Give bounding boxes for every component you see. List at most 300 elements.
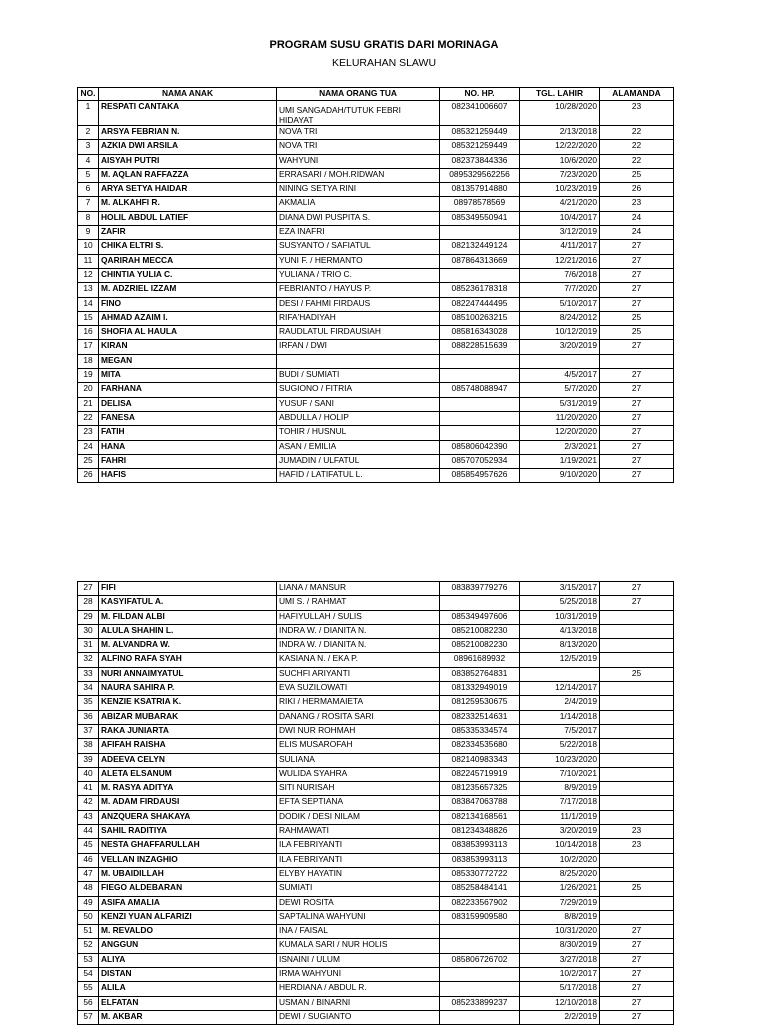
cell-tgl-lahir: 9/10/2020 [520,469,600,483]
cell-no: 12 [78,268,99,282]
cell-no-hp: 085321259449 [440,126,520,140]
cell-nama-orang-tua: KASIANA N. / EKA P. [277,653,440,667]
table-header-row [78,88,674,101]
cell-tgl-lahir: 5/17/2018 [520,982,600,996]
cell-nama-orang-tua: DIANA DWI PUSPITA S. [277,211,440,225]
cell-tgl-lahir: 7/7/2020 [520,283,600,297]
table-row [78,953,674,967]
document-subtitle: KELURAHAN SLAWU [331,57,437,69]
cell-no: 15 [78,311,99,325]
cell-alamanda [600,810,674,824]
cell-alamanda: 27 [600,283,674,297]
cell-tgl-lahir: 10/4/2017 [520,211,600,225]
cell-no: 57 [78,1010,99,1024]
cell-alamanda [600,782,674,796]
cell-no-hp: 087864313669 [440,254,520,268]
cell-no-hp [440,397,520,411]
cell-nama-orang-tua: HAFID / LATIFATUL L. [277,469,440,483]
cell-no-hp: 085806042390 [440,440,520,454]
table-row [78,454,674,468]
cell-alamanda: 27 [600,596,674,610]
cell-nama-anak: ALULA SHAHIN L. [99,624,277,638]
table-row [78,354,674,368]
header-no: NO. [78,88,99,101]
cell-nama-anak: AISYAH PUTRI [99,154,277,168]
cell-no: 28 [78,596,99,610]
cell-no-hp: 0895329562256 [440,168,520,182]
cell-no: 27 [78,582,99,596]
cell-nama-anak: KIRAN [99,340,277,354]
cell-nama-anak: ANZQUERA SHAKAYA [99,810,277,824]
table-row [78,383,674,397]
cell-no-hp [440,982,520,996]
cell-nama-orang-tua: DESI / FAHMI FIRDAUS [277,297,440,311]
cell-nama-orang-tua: EVA SUZILOWATI [277,682,440,696]
cell-nama-anak: RESPATI CANTAKA [99,101,277,126]
cell-tgl-lahir: 10/6/2020 [520,154,600,168]
cell-nama-anak: KENZIE KSATRIA K. [99,696,277,710]
cell-tgl-lahir: 5/10/2017 [520,297,600,311]
cell-alamanda [600,624,674,638]
cell-tgl-lahir: 5/31/2019 [520,397,600,411]
cell-no: 55 [78,982,99,996]
cell-no: 18 [78,354,99,368]
cell-no-hp [440,226,520,240]
cell-no: 44 [78,825,99,839]
cell-nama-anak: M. FILDAN ALBI [99,610,277,624]
cell-nama-orang-tua: INA / FAISAL [277,925,440,939]
table-row [78,596,674,610]
cell-no-hp: 085210082230 [440,624,520,638]
cell-no: 1 [78,101,99,126]
table-row [78,326,674,340]
cell-no-hp: 085321259449 [440,140,520,154]
cell-tgl-lahir: 12/14/2017 [520,682,600,696]
cell-no: 49 [78,896,99,910]
cell-nama-orang-tua: INDRA W. / DIANITA N. [277,639,440,653]
cell-alamanda [600,354,674,368]
cell-nama-anak: NURI ANNAIMYATUL [99,667,277,681]
cell-no: 47 [78,867,99,881]
cell-alamanda: 27 [600,982,674,996]
cell-tgl-lahir: 7/6/2018 [520,268,600,282]
cell-no: 25 [78,454,99,468]
cell-nama-anak: DELISA [99,397,277,411]
cell-nama-anak: FINO [99,297,277,311]
cell-nama-orang-tua: WULIDA SYAHRA [277,767,440,781]
table-row [78,140,674,154]
cell-tgl-lahir: 8/25/2020 [520,867,600,881]
cell-nama-anak: FARHANA [99,383,277,397]
cell-no-hp [440,411,520,425]
cell-alamanda [600,639,674,653]
table-row [78,696,674,710]
cell-tgl-lahir: 10/23/2019 [520,183,600,197]
cell-no: 54 [78,968,99,982]
cell-nama-orang-tua: YUNI F. / HERMANTO [277,254,440,268]
table-row [78,710,674,724]
cell-alamanda [600,710,674,724]
cell-no: 37 [78,724,99,738]
cell-nama-orang-tua: NOVA TRI [277,126,440,140]
cell-no: 21 [78,397,99,411]
cell-tgl-lahir: 10/2/2020 [520,853,600,867]
cell-tgl-lahir: 8/24/2012 [520,311,600,325]
cell-alamanda: 27 [600,953,674,967]
cell-nama-anak: CHINTIA YULIA C. [99,268,277,282]
table-row [78,369,674,383]
cell-nama-orang-tua: ISNAINI / ULUM [277,953,440,967]
cell-nama-anak: VELLAN INZAGHIO [99,853,277,867]
cell-tgl-lahir: 1/14/2018 [520,710,600,724]
cell-nama-anak: SHOFIA AL HAULA [99,326,277,340]
cell-nama-orang-tua: RAHMAWATI [277,825,440,839]
cell-alamanda: 27 [600,469,674,483]
cell-alamanda [600,610,674,624]
cell-no: 16 [78,326,99,340]
cell-nama-anak: M. UBAIDILLAH [99,867,277,881]
cell-nama-anak: M. ALVANDRA W. [99,639,277,653]
cell-tgl-lahir: 7/17/2018 [520,796,600,810]
table-row [78,853,674,867]
table-row [78,810,674,824]
cell-nama-orang-tua: INDRA W. / DIANITA N. [277,624,440,638]
cell-no-hp: 085100263215 [440,311,520,325]
cell-no: 39 [78,753,99,767]
cell-no: 41 [78,782,99,796]
cell-no-hp: 083159909580 [440,910,520,924]
cell-alamanda: 25 [600,882,674,896]
cell-no-hp: 082373844336 [440,154,520,168]
cell-tgl-lahir: 1/19/2021 [520,454,600,468]
cell-no-hp: 08978578569 [440,197,520,211]
table-row [78,767,674,781]
cell-nama-anak: AFIFAH RAISHA [99,739,277,753]
cell-no: 23 [78,426,99,440]
cell-alamanda [600,910,674,924]
cell-no-hp: 083839779276 [440,582,520,596]
table-row [78,240,674,254]
cell-nama-anak: SAHIL RADITIYA [99,825,277,839]
cell-nama-orang-tua: NOVA TRI [277,140,440,154]
cell-no-hp: 081234348826 [440,825,520,839]
cell-tgl-lahir: 3/20/2019 [520,340,600,354]
cell-tgl-lahir: 2/3/2021 [520,440,600,454]
cell-nama-orang-tua: UMI S. / RAHMAT [277,596,440,610]
cell-nama-orang-tua: RIFA'HADIYAH [277,311,440,325]
cell-no-hp: 085816343028 [440,326,520,340]
table-row [78,867,674,881]
cell-nama-anak: M. AQLAN RAFFAZZA [99,168,277,182]
cell-nama-orang-tua: SUCHFI ARIYANTI [277,667,440,681]
cell-alamanda: 27 [600,240,674,254]
cell-tgl-lahir: 10/12/2019 [520,326,600,340]
cell-nama-anak: FANESA [99,411,277,425]
cell-alamanda: 23 [600,101,674,126]
cell-nama-orang-tua: ERRASARI / MOH.RIDWAN [277,168,440,182]
cell-no: 32 [78,653,99,667]
cell-tgl-lahir: 3/20/2019 [520,825,600,839]
cell-nama-anak: FAHRI [99,454,277,468]
cell-nama-anak: M. RASYA ADITYA [99,782,277,796]
header-nama-orang-tua: NAMA ORANG TUA [277,88,440,101]
cell-no: 10 [78,240,99,254]
cell-tgl-lahir: 4/5/2017 [520,369,600,383]
cell-nama-orang-tua: YULIANA / TRIO C. [277,268,440,282]
cell-tgl-lahir: 5/22/2018 [520,739,600,753]
cell-no-hp [440,354,520,368]
cell-nama-anak: ALILA [99,982,277,996]
table-row [78,839,674,853]
cell-tgl-lahir: 4/13/2018 [520,624,600,638]
cell-nama-anak: ADEEVA CELYN [99,753,277,767]
header-no-hp: NO. HP. [440,88,520,101]
cell-alamanda: 25 [600,311,674,325]
cell-no: 35 [78,696,99,710]
cell-nama-orang-tua: SUGIONO / FITRIA [277,383,440,397]
cell-alamanda: 27 [600,369,674,383]
cell-no: 45 [78,839,99,853]
data-table-part-1 [77,87,674,483]
cell-tgl-lahir: 5/25/2018 [520,596,600,610]
cell-nama-anak: ALFINO RAFA SYAH [99,653,277,667]
table-row [78,724,674,738]
cell-no: 43 [78,810,99,824]
cell-nama-orang-tua: RAUDLATUL FIRDAUSIAH [277,326,440,340]
table-row [78,297,674,311]
cell-tgl-lahir: 10/23/2020 [520,753,600,767]
cell-alamanda [600,653,674,667]
cell-nama-anak: FATIH [99,426,277,440]
table-row [78,910,674,924]
cell-no-hp: 085854957626 [440,469,520,483]
cell-no: 34 [78,682,99,696]
cell-alamanda [600,753,674,767]
cell-nama-anak: ALIYA [99,953,277,967]
cell-no-hp: 085210082230 [440,639,520,653]
cell-no: 53 [78,953,99,967]
cell-nama-anak: ARSYA FEBRIAN N. [99,126,277,140]
cell-tgl-lahir: 3/15/2017 [520,582,600,596]
cell-nama-orang-tua: DEWI / SUGIANTO [277,1010,440,1024]
cell-no: 46 [78,853,99,867]
cell-nama-anak: M. ADZRIEL IZZAM [99,283,277,297]
cell-nama-orang-tua: SULIANA [277,753,440,767]
cell-no-hp: 085258484141 [440,882,520,896]
cell-no-hp: 081357914880 [440,183,520,197]
cell-no: 22 [78,411,99,425]
cell-tgl-lahir: 1/26/2021 [520,882,600,896]
cell-alamanda: 27 [600,297,674,311]
cell-alamanda: 27 [600,1010,674,1024]
cell-no-hp [440,268,520,282]
cell-nama-anak: ABIZAR MUBARAK [99,710,277,724]
table-row [78,939,674,953]
cell-no-hp: 085236178318 [440,283,520,297]
header-tgl-lahir: TGL. LAHIR [520,88,600,101]
cell-no-hp [440,369,520,383]
table-row [78,426,674,440]
cell-no-hp: 083853993113 [440,853,520,867]
table-row [78,982,674,996]
cell-no: 13 [78,283,99,297]
table-row [78,739,674,753]
cell-no-hp [440,596,520,610]
cell-nama-orang-tua: EZA INAFRI [277,226,440,240]
document-title: PROGRAM SUSU GRATIS DARI MORINAGA [269,39,499,51]
cell-no-hp: 085335334574 [440,724,520,738]
cell-alamanda: 27 [600,397,674,411]
cell-no-hp: 082332514631 [440,710,520,724]
cell-no-hp: 083853993113 [440,839,520,853]
cell-no: 11 [78,254,99,268]
cell-nama-anak: KASYIFATUL A. [99,596,277,610]
cell-alamanda: 25 [600,168,674,182]
table-row [78,582,674,596]
cell-tgl-lahir: 8/8/2019 [520,910,600,924]
table-row [78,682,674,696]
cell-alamanda: 22 [600,154,674,168]
table-row [78,268,674,282]
cell-no-hp: 085349497606 [440,610,520,624]
cell-no: 5 [78,168,99,182]
cell-alamanda: 27 [600,582,674,596]
cell-no-hp: 085233899237 [440,996,520,1010]
cell-no-hp: 082247444495 [440,297,520,311]
cell-nama-anak: ARYA SETYA HAIDAR [99,183,277,197]
cell-no-hp: 082233567902 [440,896,520,910]
cell-tgl-lahir: 8/30/2019 [520,939,600,953]
cell-nama-anak: M. ALKAHFI R. [99,197,277,211]
cell-no: 48 [78,882,99,896]
cell-no-hp: 083847063788 [440,796,520,810]
cell-alamanda: 27 [600,340,674,354]
cell-nama-orang-tua [277,354,440,368]
cell-alamanda: 27 [600,939,674,953]
cell-no: 24 [78,440,99,454]
cell-no-hp: 082341006607 [440,101,520,126]
cell-nama-orang-tua: ASAN / EMILIA [277,440,440,454]
cell-nama-orang-tua: BUDI / SUMIATI [277,369,440,383]
cell-nama-orang-tua: RIKI / HERMAMAIETA [277,696,440,710]
table-row [78,1010,674,1024]
cell-nama-orang-tua: DWI NUR ROHMAH [277,724,440,738]
table-row [78,283,674,297]
cell-nama-orang-tua: ABDULLA / HOLIP [277,411,440,425]
cell-nama-orang-tua: JUMADIN / ULFATUL [277,454,440,468]
cell-nama-orang-tua: EFTA SEPTIANA [277,796,440,810]
table-row [78,183,674,197]
cell-alamanda: 24 [600,211,674,225]
cell-alamanda: 27 [600,968,674,982]
cell-no-hp: 085707052934 [440,454,520,468]
cell-no: 56 [78,996,99,1010]
cell-no: 19 [78,369,99,383]
header-nama-anak: NAMA ANAK [99,88,277,101]
cell-no: 26 [78,469,99,483]
cell-tgl-lahir: 7/5/2017 [520,724,600,738]
cell-tgl-lahir: 2/4/2019 [520,696,600,710]
cell-nama-orang-tua: ILA FEBRIYANTI [277,839,440,853]
cell-nama-orang-tua: NINING SETYA RINI [277,183,440,197]
cell-nama-anak: HOLIL ABDUL LATIEF [99,211,277,225]
cell-tgl-lahir: 8/9/2019 [520,782,600,796]
cell-no: 3 [78,140,99,154]
cell-no: 14 [78,297,99,311]
cell-nama-orang-tua: ELYBY HAYATIN [277,867,440,881]
cell-nama-orang-tua: DODIK / DESI NILAM [277,810,440,824]
table-row [78,653,674,667]
cell-no: 2 [78,126,99,140]
cell-nama-orang-tua: DEWI ROSITA [277,896,440,910]
cell-no-hp: 085748088947 [440,383,520,397]
cell-alamanda: 26 [600,183,674,197]
cell-nama-orang-tua: IRFAN / DWI [277,340,440,354]
cell-nama-anak: CHIKA ELTRI S. [99,240,277,254]
data-table-part-2 [77,581,674,1025]
cell-no-hp: 085330772722 [440,867,520,881]
cell-alamanda [600,739,674,753]
cell-no-hp: 085349550941 [440,211,520,225]
table-row [78,639,674,653]
cell-nama-orang-tua: UMI SANGADAH/TUTUK FEBRI HIDAYAT [277,101,440,126]
cell-nama-anak: ZAFIR [99,226,277,240]
cell-alamanda [600,767,674,781]
cell-alamanda: 25 [600,667,674,681]
cell-alamanda [600,796,674,810]
table-row [78,211,674,225]
cell-tgl-lahir: 12/20/2020 [520,426,600,440]
cell-nama-anak: M. AKBAR [99,1010,277,1024]
cell-nama-anak: QARIRAH MECCA [99,254,277,268]
table-row [78,197,674,211]
cell-tgl-lahir: 5/7/2020 [520,383,600,397]
table-row [78,101,674,126]
table-row [78,469,674,483]
cell-nama-anak: ASIFA AMALIA [99,896,277,910]
cell-nama-anak: HAFIS [99,469,277,483]
cell-nama-orang-tua: YUSUF / SANI [277,397,440,411]
table-row [78,882,674,896]
cell-nama-orang-tua: AKMALIA [277,197,440,211]
cell-tgl-lahir: 3/27/2018 [520,953,600,967]
cell-tgl-lahir: 3/12/2019 [520,226,600,240]
table-row [78,825,674,839]
cell-no: 42 [78,796,99,810]
cell-no: 51 [78,925,99,939]
table-row [78,340,674,354]
cell-tgl-lahir: 2/13/2018 [520,126,600,140]
cell-no: 4 [78,154,99,168]
table-row [78,126,674,140]
table-row [78,624,674,638]
table-row [78,411,674,425]
cell-nama-orang-tua: USMAN / BINARNI [277,996,440,1010]
cell-nama-orang-tua: IRMA WAHYUNI [277,968,440,982]
cell-alamanda: 23 [600,825,674,839]
table-body-part-1 [78,101,674,483]
cell-alamanda [600,853,674,867]
cell-no: 20 [78,383,99,397]
cell-nama-orang-tua: SUSYANTO / SAFIATUL [277,240,440,254]
cell-tgl-lahir: 11/20/2020 [520,411,600,425]
cell-nama-orang-tua: ELIS MUSAROFAH [277,739,440,753]
cell-nama-anak: AZKIA DWI ARSILA [99,140,277,154]
cell-tgl-lahir: 12/10/2018 [520,996,600,1010]
cell-no-hp: 081235657325 [440,782,520,796]
cell-no: 7 [78,197,99,211]
cell-alamanda: 27 [600,268,674,282]
